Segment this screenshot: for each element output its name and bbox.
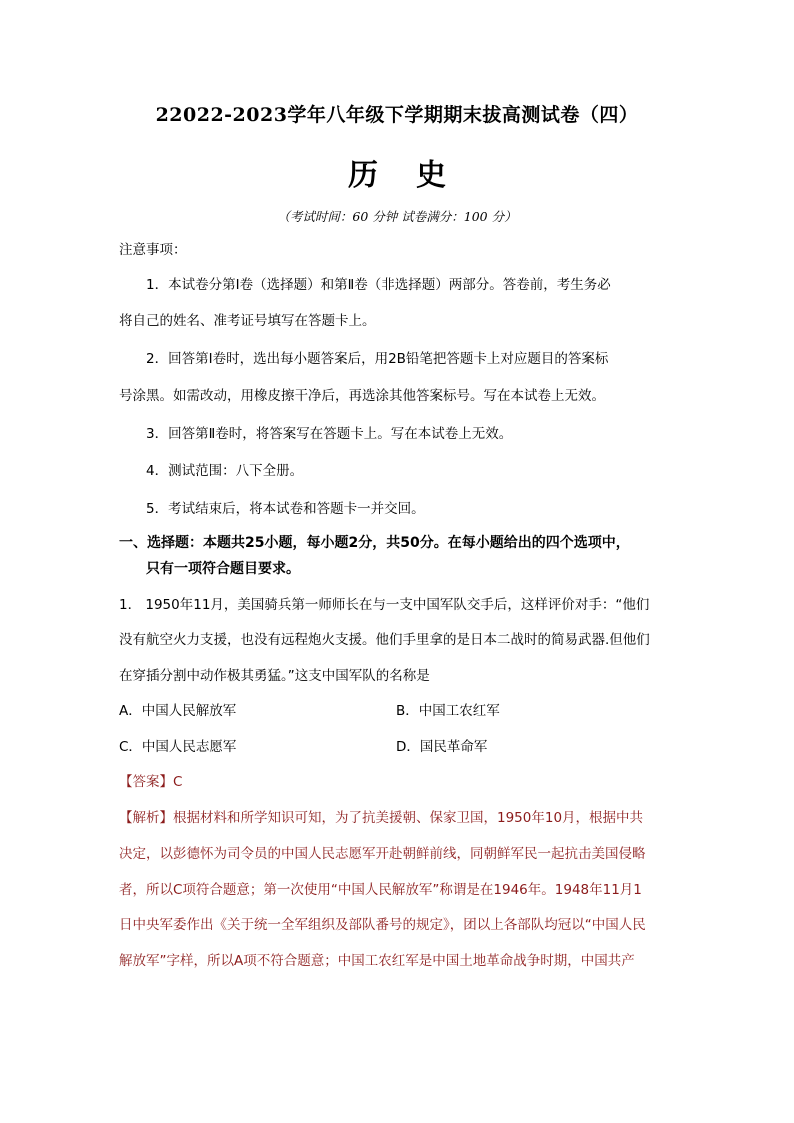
option-c: C．中国人民志愿军 — [119, 739, 237, 755]
question-text: 没有航空火力支援，也没有远程炮火支援。他们手里拿的是日本二战时的简易武器.但他们 — [119, 632, 650, 648]
option-a: A．中国人民解放军 — [119, 703, 237, 719]
note-line: 2．回答第Ⅰ卷时，选出每小题答案后，用2B铅笔把答题卡上对应题目的答案标 — [146, 351, 609, 367]
analysis-line: 决定，以彭德怀为司令员的中国人民志愿军开赴朝鲜前线，同朝鲜军民一起抗击美国侵略 — [119, 846, 646, 862]
note-line: 4．测试范围：八下全册。 — [146, 463, 304, 479]
option-b: B．中国工农红军 — [396, 703, 500, 719]
notes-heading: 注意事项： — [119, 242, 187, 258]
note-line: 3．回答第Ⅱ卷时，将答案写在答题卡上。写在本试卷上无效。 — [146, 426, 513, 442]
section-heading: 一、选择题：本题共25小题，每小题2分，共50分。在每小题给出的四个选项中， — [119, 535, 630, 551]
note-line: 将自己的姓名、准考证号填写在答题卡上。 — [119, 313, 376, 329]
question-text: 1． 1950年11月，美国骑兵第一师师长在与一支中国军队交手后，这样评价对手：“他们 — [119, 597, 650, 613]
analysis-line — [119, 806, 643, 826]
answer-line — [119, 770, 182, 790]
note-line: 号涂黑。如需改动，用橡皮擦干净后，再选涂其他答案标号。写在本试卷上无效。 — [119, 388, 605, 404]
note-line: 1．本试卷分第Ⅰ卷（选择题）和第Ⅱ卷（非选择题）两部分。答卷前，考生务必 — [146, 277, 611, 293]
analysis-line: 者，所以C项符合题意；第一次使用“中国人民解放军”称谓是在1946年。1948年11月1 — [119, 882, 642, 898]
subject-title: 历史 — [348, 158, 484, 193]
option-d: D．国民革命军 — [396, 739, 488, 755]
analysis-text: 根据材料和所学知识可知，为了抗美援朝、保家卫国，1950年10月，根据中共 — [173, 810, 644, 826]
note-line: 5．考试结束后，将本试卷和答题卡一并交回。 — [146, 501, 425, 517]
analysis-line: 日中央军委作出《关于统一全军组织及部队番号的规定》，团以上各部队均冠以“中国人民 — [119, 917, 646, 933]
answer-label: 【答案】 — [119, 774, 173, 790]
section-heading-cont: 只有一项符合题目要求。 — [146, 561, 300, 577]
question-text: 在穿插分割中动作极其勇猛。”这支中国军队的名称是 — [119, 668, 430, 684]
answer-value: C — [173, 774, 183, 790]
exam-title: 22022-2023学年八年级下学期期末拔高测试卷（四） — [155, 104, 639, 126]
exam-info: （考试时间：60 分钟 试卷满分：100 分） — [277, 209, 517, 224]
analysis-label: 【解析】 — [119, 810, 173, 826]
analysis-line: 解放军”字样，所以A项不符合题意；中国工农红军是中国土地革命战争时期，中国共产 — [119, 953, 635, 969]
